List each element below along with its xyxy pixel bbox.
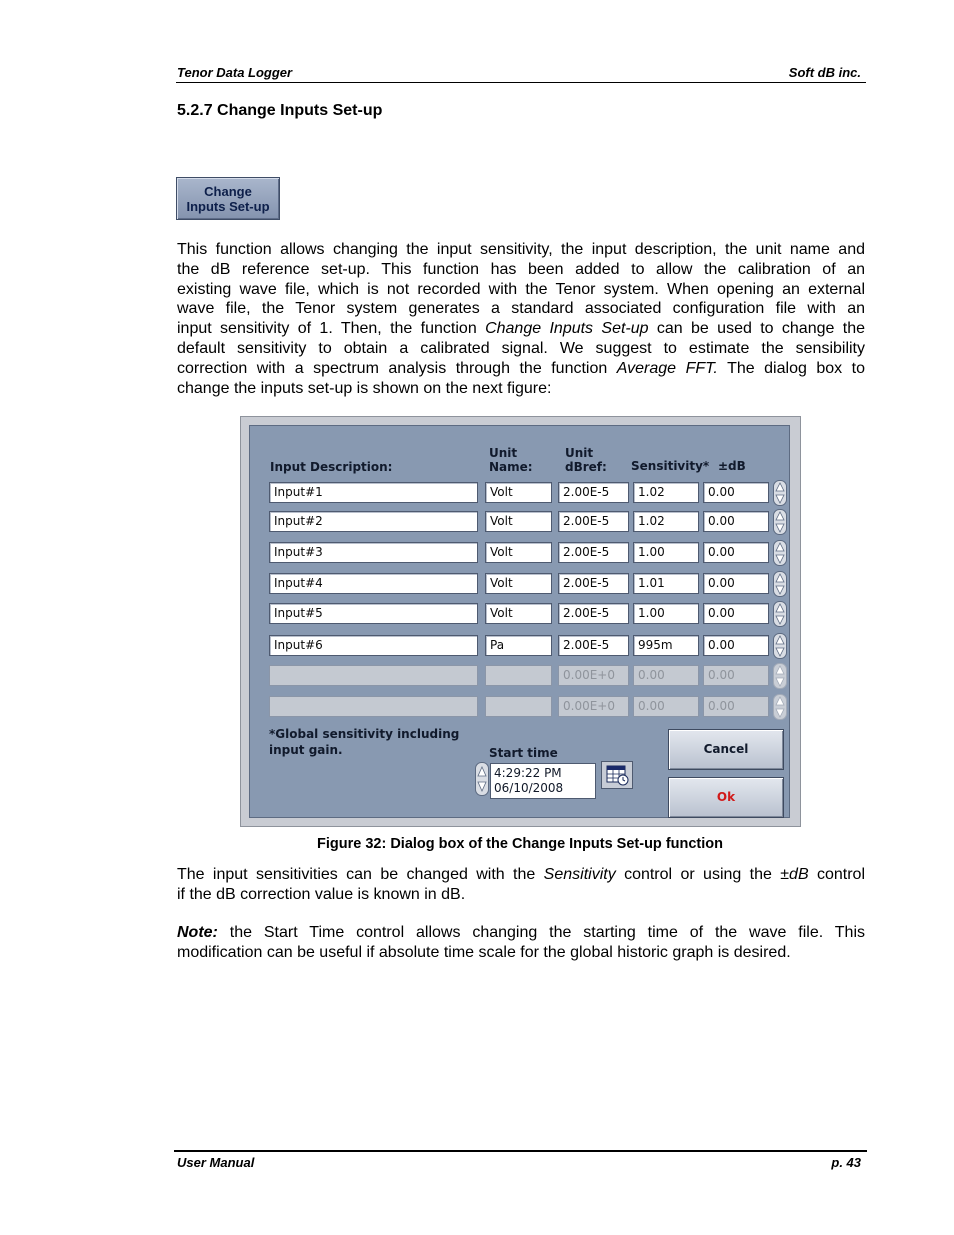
start-time-spinner[interactable]	[475, 762, 489, 796]
db-field[interactable]: 0.00	[703, 482, 769, 503]
ok-button[interactable]: Ok	[668, 777, 784, 818]
page-footer	[174, 1150, 867, 1172]
intro-paragraph	[177, 240, 865, 398]
db-field[interactable]: 0.00	[703, 573, 769, 594]
text-line: correction with a spectrum analysis through the function Average FFT. The dialog box to	[177, 359, 866, 377]
input-row	[250, 482, 791, 504]
db-field: 0.00	[703, 696, 769, 717]
sens-field[interactable]: 1.01	[633, 573, 699, 594]
note-paragraph	[177, 923, 865, 963]
unit-field	[485, 696, 552, 717]
start-time-value: 4:29:22 PM	[494, 766, 562, 780]
column-header-unit: Unit Name:	[489, 446, 533, 474]
dbref-field[interactable]: 2.00E-5	[558, 542, 629, 563]
column-header-dbref: Unit dBref:	[565, 446, 607, 474]
desc-field[interactable]: Input#6	[269, 635, 478, 656]
emphasis: Change Inputs Set-up	[485, 320, 649, 338]
unit-field[interactable]: Pa	[485, 635, 552, 656]
db-field[interactable]: 0.00	[703, 603, 769, 624]
sens-field[interactable]: 1.02	[633, 511, 699, 532]
unit-field[interactable]: Volt	[485, 482, 552, 503]
cancel-button[interactable]: Cancel	[668, 729, 784, 770]
dialog-figure	[240, 416, 801, 827]
db-spinner[interactable]	[773, 571, 787, 597]
emphasis: Sensitivity	[543, 866, 616, 883]
unit-field[interactable]: Volt	[485, 511, 552, 532]
unit-field	[485, 665, 552, 686]
db-field[interactable]: 0.00	[703, 542, 769, 563]
dbref-field[interactable]: 2.00E-5	[558, 573, 629, 594]
desc-field[interactable]: Input#3	[269, 542, 478, 563]
dbref-field: 0.00E+0	[558, 696, 629, 717]
button-label-line2: Inputs Set-up	[186, 199, 270, 214]
header-company: Soft dB inc.	[788, 65, 861, 80]
column-header-sensitivity: Sensitivity*	[631, 459, 710, 473]
text-line: existing wave file, which is not recorded with the Tenor system. When opening an external	[177, 280, 865, 298]
sens-field[interactable]: 1.00	[633, 542, 699, 563]
text-line: if the dB correction value is known in dB.	[177, 885, 466, 903]
desc-field	[269, 696, 478, 717]
input-row	[250, 696, 791, 718]
text-line: modification can be useful if absolute time scale for the global historic graph is desired.	[177, 943, 791, 961]
db-field: 0.00	[703, 665, 769, 686]
desc-field[interactable]: Input#4	[269, 573, 478, 594]
db-spinner[interactable]	[773, 480, 787, 506]
db-spinner[interactable]	[773, 540, 787, 566]
text-line: wave file, the Tenor system generates a standard associated configuration file with an	[177, 300, 865, 318]
change-inputs-dialog	[249, 425, 790, 818]
page-header	[176, 64, 866, 83]
db-spinner[interactable]	[773, 633, 787, 659]
text-line: input sensitivity of 1. Then, the function Change Inputs Set-up can be used to change the	[177, 320, 865, 338]
unit-field[interactable]: Volt	[485, 542, 552, 563]
input-row	[250, 665, 791, 687]
db-spinner[interactable]	[773, 601, 787, 627]
desc-field[interactable]: Input#5	[269, 603, 478, 624]
sens-field[interactable]: 995m	[633, 635, 699, 656]
start-date-value: 06/10/2008	[494, 781, 564, 795]
unit-field[interactable]: Volt	[485, 603, 552, 624]
dbref-field[interactable]: 2.00E-5	[558, 635, 629, 656]
sensitivity-paragraph	[177, 865, 865, 905]
column-header-db: ±dB	[718, 459, 746, 473]
db-field[interactable]: 0.00	[703, 635, 769, 656]
change-inputs-setup-button[interactable]	[176, 177, 280, 220]
emphasis: Average FFT.	[616, 359, 718, 377]
dbref-field[interactable]: 2.00E-5	[558, 511, 629, 532]
calendar-clock-icon	[602, 762, 632, 788]
calendar-button[interactable]	[601, 761, 633, 789]
desc-field	[269, 665, 478, 686]
start-time-field[interactable]	[490, 763, 596, 799]
text-line: Note: the Start Time control allows changing the starting time of the wave file. This	[177, 924, 865, 941]
input-row	[250, 603, 791, 625]
db-spinner[interactable]	[773, 509, 787, 535]
input-row	[250, 573, 791, 595]
note-label: Note:	[177, 924, 218, 941]
figure-caption: Figure 32: Dialog box of the Change Inputs Set-up function	[317, 836, 723, 852]
input-row	[250, 542, 791, 564]
dbref-field: 0.00E+0	[558, 665, 629, 686]
text-line: default sensitivity to obtain a calibrated signal. We suggest to estimate the sensibility	[177, 339, 865, 357]
sens-field[interactable]: 1.02	[633, 482, 699, 503]
footer-title: User Manual	[177, 1155, 255, 1170]
input-row	[250, 511, 791, 533]
sensitivity-note: *Global sensitivity including input gain.	[269, 727, 460, 757]
input-row	[250, 635, 791, 657]
page-number: p. 43	[831, 1155, 861, 1170]
desc-field[interactable]: Input#1	[269, 482, 478, 503]
column-header-description: Input Description:	[270, 460, 393, 474]
dbref-field[interactable]: 2.00E-5	[558, 482, 629, 503]
text-line: the dB reference set-up. This function has been added to allow the calibration of an	[177, 260, 865, 278]
dbref-field[interactable]: 2.00E-5	[558, 603, 629, 624]
db-field[interactable]: 0.00	[703, 511, 769, 532]
button-label-line1: Change	[204, 184, 252, 199]
unit-field[interactable]: Volt	[485, 573, 552, 594]
sens-field[interactable]: 1.00	[633, 603, 699, 624]
sens-field: 0.00	[633, 665, 699, 686]
text-line: change the inputs set-up is shown on the next figure:	[177, 379, 552, 397]
text-line: The input sensitivities can be changed with the Sensitivity control or using the ±dB control	[177, 866, 866, 883]
header-title: Tenor Data Logger	[177, 65, 293, 80]
sens-field: 0.00	[633, 696, 699, 717]
text-line: This function allows changing the input sensitivity, the input description, the unit name and	[177, 241, 865, 258]
desc-field[interactable]: Input#2	[269, 511, 478, 532]
section-title: 5.2.7 Change Inputs Set-up	[177, 102, 383, 119]
emphasis: dB	[789, 866, 809, 883]
db-spinner	[773, 694, 787, 720]
db-spinner	[773, 663, 787, 689]
start-time-label: Start time	[489, 746, 558, 760]
